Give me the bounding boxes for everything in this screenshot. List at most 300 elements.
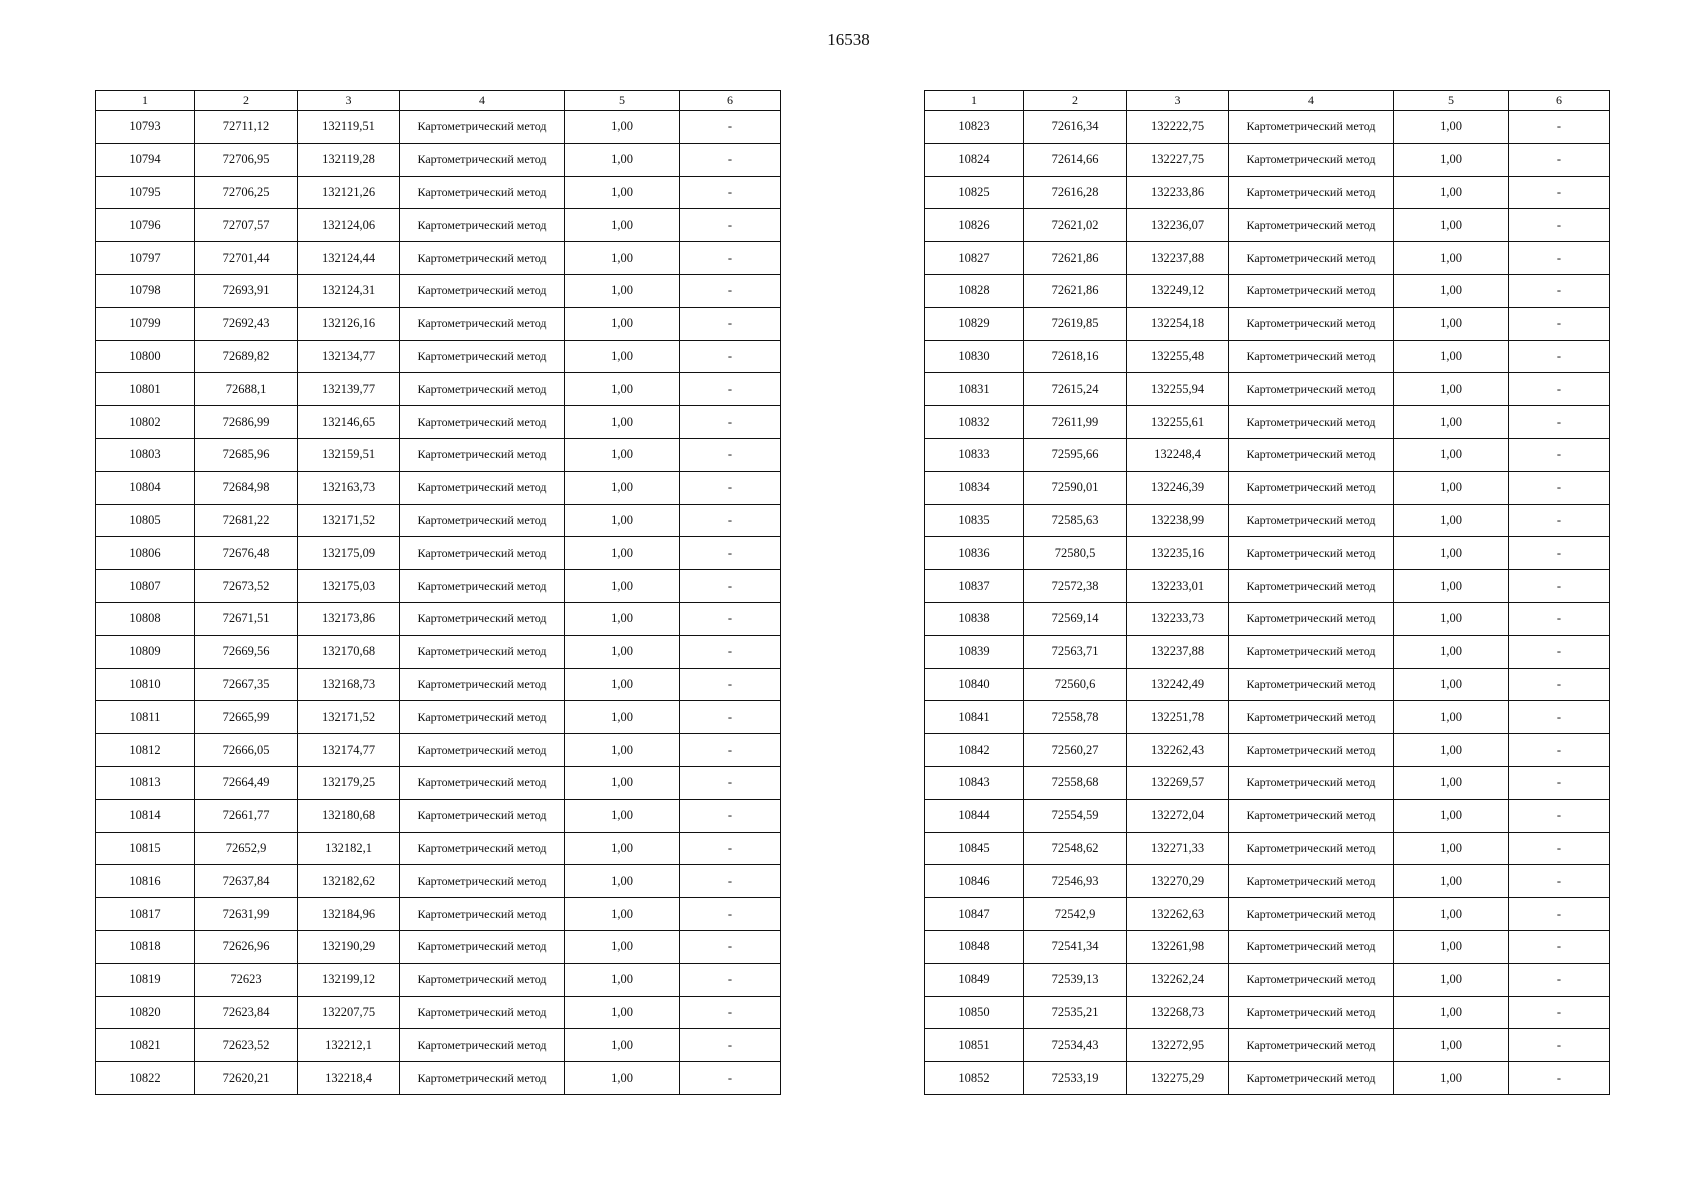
method-cell: Картометрический метод — [1229, 1029, 1394, 1062]
note-cell: - — [680, 111, 781, 144]
note-cell: - — [680, 930, 781, 963]
table-row — [96, 898, 781, 931]
table-row — [96, 111, 781, 144]
table-row — [96, 832, 781, 865]
table-row — [96, 242, 781, 275]
note-cell: - — [1509, 570, 1610, 603]
point-number-cell: 10821 — [96, 1029, 195, 1062]
accuracy-cell: 1,00 — [1394, 176, 1509, 209]
accuracy-cell: 1,00 — [565, 406, 680, 439]
point-number-cell: 10818 — [96, 930, 195, 963]
note-cell: - — [1509, 1062, 1610, 1095]
table-row — [925, 799, 1610, 832]
y-coordinate-cell: 132170,68 — [298, 635, 400, 668]
y-coordinate-cell: 132124,31 — [298, 274, 400, 307]
table-row — [925, 274, 1610, 307]
x-coordinate-cell: 72665,99 — [195, 701, 298, 734]
note-cell: - — [680, 143, 781, 176]
method-cell: Картометрический метод — [400, 143, 565, 176]
table-header-row — [925, 91, 1610, 111]
method-cell: Картометрический метод — [400, 602, 565, 635]
y-coordinate-cell: 132248,4 — [1127, 438, 1229, 471]
point-number-cell: 10809 — [96, 635, 195, 668]
y-coordinate-cell: 132180,68 — [298, 799, 400, 832]
accuracy-cell: 1,00 — [565, 930, 680, 963]
accuracy-cell: 1,00 — [1394, 963, 1509, 996]
point-number-cell: 10849 — [925, 963, 1024, 996]
y-coordinate-cell: 132190,29 — [298, 930, 400, 963]
note-cell: - — [1509, 1029, 1610, 1062]
point-number-cell: 10806 — [96, 537, 195, 570]
x-coordinate-cell: 72611,99 — [1024, 406, 1127, 439]
note-cell: - — [680, 176, 781, 209]
x-coordinate-cell: 72595,66 — [1024, 438, 1127, 471]
table-row — [925, 373, 1610, 406]
table-row — [925, 143, 1610, 176]
table-row — [925, 406, 1610, 439]
table-row — [96, 570, 781, 603]
table-row — [96, 176, 781, 209]
method-cell: Картометрический метод — [1229, 373, 1394, 406]
note-cell: - — [1509, 701, 1610, 734]
y-coordinate-cell: 132184,96 — [298, 898, 400, 931]
point-number-cell: 10831 — [925, 373, 1024, 406]
note-cell: - — [1509, 799, 1610, 832]
y-coordinate-cell: 132270,29 — [1127, 865, 1229, 898]
point-number-cell: 10842 — [925, 734, 1024, 767]
x-coordinate-cell: 72689,82 — [195, 340, 298, 373]
note-cell: - — [680, 668, 781, 701]
y-coordinate-cell: 132175,09 — [298, 537, 400, 570]
point-number-cell: 10813 — [96, 766, 195, 799]
table-row — [925, 111, 1610, 144]
accuracy-cell: 1,00 — [565, 570, 680, 603]
method-cell: Картометрический метод — [400, 701, 565, 734]
y-coordinate-cell: 132262,24 — [1127, 963, 1229, 996]
x-coordinate-cell: 72652,9 — [195, 832, 298, 865]
note-cell: - — [1509, 143, 1610, 176]
accuracy-cell: 1,00 — [1394, 996, 1509, 1029]
note-cell: - — [1509, 766, 1610, 799]
table-row — [96, 307, 781, 340]
accuracy-cell: 1,00 — [1394, 898, 1509, 931]
y-coordinate-cell: 132174,77 — [298, 734, 400, 767]
x-coordinate-cell: 72623 — [195, 963, 298, 996]
method-cell: Картометрический метод — [1229, 635, 1394, 668]
point-number-cell: 10828 — [925, 274, 1024, 307]
method-cell: Картометрический метод — [1229, 274, 1394, 307]
y-coordinate-cell: 132275,29 — [1127, 1062, 1229, 1095]
table-row — [96, 602, 781, 635]
table-row — [96, 799, 781, 832]
method-cell: Картометрический метод — [1229, 865, 1394, 898]
y-coordinate-cell: 132182,1 — [298, 832, 400, 865]
point-number-cell: 10802 — [96, 406, 195, 439]
point-number-cell: 10819 — [96, 963, 195, 996]
x-coordinate-cell: 72614,66 — [1024, 143, 1127, 176]
y-coordinate-cell: 132255,61 — [1127, 406, 1229, 439]
table-row — [925, 930, 1610, 963]
table-row — [96, 668, 781, 701]
y-coordinate-cell: 132233,01 — [1127, 570, 1229, 603]
note-cell: - — [680, 274, 781, 307]
method-cell: Картометрический метод — [1229, 471, 1394, 504]
method-cell: Картометрический метод — [400, 406, 565, 439]
table-row — [96, 340, 781, 373]
table-row — [925, 307, 1610, 340]
table-body-right — [925, 111, 1610, 1095]
x-coordinate-cell: 72671,51 — [195, 602, 298, 635]
x-coordinate-cell: 72621,02 — [1024, 209, 1127, 242]
table-row — [96, 930, 781, 963]
method-cell: Картометрический метод — [1229, 438, 1394, 471]
table-row — [925, 602, 1610, 635]
table-row — [96, 734, 781, 767]
table-row — [96, 504, 781, 537]
y-coordinate-cell: 132249,12 — [1127, 274, 1229, 307]
point-number-cell: 10811 — [96, 701, 195, 734]
table-row — [925, 176, 1610, 209]
method-cell: Картометрический метод — [400, 438, 565, 471]
accuracy-cell: 1,00 — [565, 996, 680, 1029]
x-coordinate-cell: 72711,12 — [195, 111, 298, 144]
accuracy-cell: 1,00 — [1394, 373, 1509, 406]
table-row — [925, 668, 1610, 701]
accuracy-cell: 1,00 — [565, 471, 680, 504]
note-cell: - — [680, 963, 781, 996]
y-coordinate-cell: 132171,52 — [298, 701, 400, 734]
column-header-2: 2 — [1024, 91, 1127, 111]
note-cell: - — [680, 602, 781, 635]
table-row — [96, 1062, 781, 1095]
accuracy-cell: 1,00 — [1394, 111, 1509, 144]
table-row — [925, 701, 1610, 734]
page-number: 16538 — [827, 30, 870, 49]
accuracy-cell: 1,00 — [1394, 734, 1509, 767]
point-number-cell: 10797 — [96, 242, 195, 275]
method-cell: Картометрический метод — [400, 340, 565, 373]
table-row — [925, 635, 1610, 668]
method-cell: Картометрический метод — [400, 1062, 565, 1095]
table-row — [96, 209, 781, 242]
method-cell: Картометрический метод — [400, 111, 565, 144]
method-cell: Картометрический метод — [400, 471, 565, 504]
accuracy-cell: 1,00 — [1394, 799, 1509, 832]
table-row — [925, 209, 1610, 242]
accuracy-cell: 1,00 — [565, 111, 680, 144]
x-coordinate-cell: 72631,99 — [195, 898, 298, 931]
note-cell: - — [680, 570, 781, 603]
method-cell: Картометрический метод — [400, 176, 565, 209]
method-cell: Картометрический метод — [1229, 340, 1394, 373]
accuracy-cell: 1,00 — [1394, 1062, 1509, 1095]
method-cell: Картометрический метод — [1229, 537, 1394, 570]
accuracy-cell: 1,00 — [565, 143, 680, 176]
note-cell: - — [680, 898, 781, 931]
note-cell: - — [680, 406, 781, 439]
accuracy-cell: 1,00 — [1394, 1029, 1509, 1062]
point-number-cell: 10795 — [96, 176, 195, 209]
method-cell: Картометрический метод — [1229, 799, 1394, 832]
x-coordinate-cell: 72664,49 — [195, 766, 298, 799]
table-row — [96, 701, 781, 734]
table-row — [96, 438, 781, 471]
y-coordinate-cell: 132179,25 — [298, 766, 400, 799]
y-coordinate-cell: 132119,28 — [298, 143, 400, 176]
method-cell: Картометрический метод — [1229, 143, 1394, 176]
table-row — [96, 635, 781, 668]
x-coordinate-cell: 72693,91 — [195, 274, 298, 307]
y-coordinate-cell: 132227,75 — [1127, 143, 1229, 176]
method-cell: Картометрический метод — [400, 635, 565, 668]
accuracy-cell: 1,00 — [565, 865, 680, 898]
point-number-cell: 10830 — [925, 340, 1024, 373]
table-row — [925, 242, 1610, 275]
note-cell: - — [680, 307, 781, 340]
accuracy-cell: 1,00 — [1394, 930, 1509, 963]
point-number-cell: 10796 — [96, 209, 195, 242]
y-coordinate-cell: 132212,1 — [298, 1029, 400, 1062]
x-coordinate-cell: 72546,93 — [1024, 865, 1127, 898]
method-cell: Картометрический метод — [400, 307, 565, 340]
column-header-1: 1 — [96, 91, 195, 111]
accuracy-cell: 1,00 — [565, 176, 680, 209]
table-row — [925, 471, 1610, 504]
note-cell: - — [680, 799, 781, 832]
y-coordinate-cell: 132268,73 — [1127, 996, 1229, 1029]
accuracy-cell: 1,00 — [1394, 274, 1509, 307]
note-cell: - — [680, 1029, 781, 1062]
method-cell: Картометрический метод — [1229, 242, 1394, 275]
note-cell: - — [1509, 307, 1610, 340]
x-coordinate-cell: 72685,96 — [195, 438, 298, 471]
table-row — [925, 734, 1610, 767]
note-cell: - — [1509, 930, 1610, 963]
accuracy-cell: 1,00 — [565, 373, 680, 406]
point-number-cell: 10826 — [925, 209, 1024, 242]
note-cell: - — [1509, 373, 1610, 406]
y-coordinate-cell: 132173,86 — [298, 602, 400, 635]
note-cell: - — [680, 537, 781, 570]
x-coordinate-cell: 72590,01 — [1024, 471, 1127, 504]
y-coordinate-cell: 132242,49 — [1127, 668, 1229, 701]
method-cell: Картометрический метод — [400, 996, 565, 1029]
y-coordinate-cell: 132168,73 — [298, 668, 400, 701]
method-cell: Картометрический метод — [400, 242, 565, 275]
x-coordinate-cell: 72539,13 — [1024, 963, 1127, 996]
point-number-cell: 10829 — [925, 307, 1024, 340]
table-row — [925, 766, 1610, 799]
y-coordinate-cell: 132124,06 — [298, 209, 400, 242]
point-number-cell: 10844 — [925, 799, 1024, 832]
accuracy-cell: 1,00 — [565, 438, 680, 471]
note-cell: - — [1509, 898, 1610, 931]
note-cell: - — [1509, 340, 1610, 373]
column-header-4: 4 — [1229, 91, 1394, 111]
x-coordinate-cell: 72554,59 — [1024, 799, 1127, 832]
x-coordinate-cell: 72535,21 — [1024, 996, 1127, 1029]
x-coordinate-cell: 72569,14 — [1024, 602, 1127, 635]
method-cell: Картометрический метод — [1229, 734, 1394, 767]
point-number-cell: 10816 — [96, 865, 195, 898]
point-number-cell: 10824 — [925, 143, 1024, 176]
method-cell: Картометрический метод — [1229, 963, 1394, 996]
table-row — [96, 963, 781, 996]
note-cell: - — [680, 701, 781, 734]
x-coordinate-cell: 72572,38 — [1024, 570, 1127, 603]
accuracy-cell: 1,00 — [565, 504, 680, 537]
method-cell: Картометрический метод — [1229, 1062, 1394, 1095]
y-coordinate-cell: 132233,73 — [1127, 602, 1229, 635]
table-row — [925, 996, 1610, 1029]
table-row — [96, 766, 781, 799]
table-row — [96, 471, 781, 504]
point-number-cell: 10850 — [925, 996, 1024, 1029]
accuracy-cell: 1,00 — [1394, 701, 1509, 734]
method-cell: Картометрический метод — [1229, 898, 1394, 931]
x-coordinate-cell: 72661,77 — [195, 799, 298, 832]
y-coordinate-cell: 132139,77 — [298, 373, 400, 406]
x-coordinate-cell: 72548,62 — [1024, 832, 1127, 865]
note-cell: - — [1509, 537, 1610, 570]
method-cell: Картометрический метод — [1229, 504, 1394, 537]
x-coordinate-cell: 72533,19 — [1024, 1062, 1127, 1095]
note-cell: - — [1509, 111, 1610, 144]
point-number-cell: 10803 — [96, 438, 195, 471]
table-body-left — [96, 111, 781, 1095]
x-coordinate-cell: 72688,1 — [195, 373, 298, 406]
x-coordinate-cell: 72534,43 — [1024, 1029, 1127, 1062]
x-coordinate-cell: 72637,84 — [195, 865, 298, 898]
table-row — [925, 1062, 1610, 1095]
table-row — [96, 996, 781, 1029]
note-cell: - — [680, 373, 781, 406]
table-header-row — [96, 91, 781, 111]
method-cell: Картометрический метод — [400, 832, 565, 865]
note-cell: - — [680, 635, 781, 668]
note-cell: - — [1509, 274, 1610, 307]
y-coordinate-cell: 132121,26 — [298, 176, 400, 209]
point-number-cell: 10801 — [96, 373, 195, 406]
accuracy-cell: 1,00 — [1394, 340, 1509, 373]
note-cell: - — [680, 734, 781, 767]
column-header-2: 2 — [195, 91, 298, 111]
method-cell: Картометрический метод — [1229, 701, 1394, 734]
note-cell: - — [1509, 242, 1610, 275]
accuracy-cell: 1,00 — [565, 898, 680, 931]
x-coordinate-cell: 72667,35 — [195, 668, 298, 701]
column-header-5: 5 — [565, 91, 680, 111]
point-number-cell: 10805 — [96, 504, 195, 537]
accuracy-cell: 1,00 — [565, 1062, 680, 1095]
note-cell: - — [680, 1062, 781, 1095]
y-coordinate-cell: 132251,78 — [1127, 701, 1229, 734]
y-coordinate-cell: 132119,51 — [298, 111, 400, 144]
y-coordinate-cell: 132207,75 — [298, 996, 400, 1029]
accuracy-cell: 1,00 — [565, 1029, 680, 1062]
y-coordinate-cell: 132218,4 — [298, 1062, 400, 1095]
accuracy-cell: 1,00 — [565, 242, 680, 275]
note-cell: - — [1509, 471, 1610, 504]
y-coordinate-cell: 132246,39 — [1127, 471, 1229, 504]
coordinates-table-left — [95, 90, 781, 1095]
point-number-cell: 10848 — [925, 930, 1024, 963]
y-coordinate-cell: 132238,99 — [1127, 504, 1229, 537]
x-coordinate-cell: 72558,68 — [1024, 766, 1127, 799]
note-cell: - — [680, 766, 781, 799]
y-coordinate-cell: 132261,98 — [1127, 930, 1229, 963]
method-cell: Картометрический метод — [400, 373, 565, 406]
note-cell: - — [1509, 602, 1610, 635]
method-cell: Картометрический метод — [1229, 930, 1394, 963]
x-coordinate-cell: 72669,56 — [195, 635, 298, 668]
method-cell: Картометрический метод — [400, 1029, 565, 1062]
accuracy-cell: 1,00 — [565, 635, 680, 668]
method-cell: Картометрический метод — [1229, 111, 1394, 144]
note-cell: - — [1509, 668, 1610, 701]
method-cell: Картометрический метод — [400, 734, 565, 767]
table-row — [96, 865, 781, 898]
accuracy-cell: 1,00 — [1394, 668, 1509, 701]
method-cell: Картометрический метод — [400, 963, 565, 996]
accuracy-cell: 1,00 — [565, 340, 680, 373]
x-coordinate-cell: 72580,5 — [1024, 537, 1127, 570]
x-coordinate-cell: 72621,86 — [1024, 274, 1127, 307]
table-row — [96, 406, 781, 439]
method-cell: Картометрический метод — [400, 537, 565, 570]
column-header-1: 1 — [925, 91, 1024, 111]
accuracy-cell: 1,00 — [1394, 242, 1509, 275]
column-header-5: 5 — [1394, 91, 1509, 111]
method-cell: Картометрический метод — [1229, 176, 1394, 209]
y-coordinate-cell: 132146,65 — [298, 406, 400, 439]
x-coordinate-cell: 72686,99 — [195, 406, 298, 439]
column-header-3: 3 — [298, 91, 400, 111]
point-number-cell: 10832 — [925, 406, 1024, 439]
method-cell: Картометрический метод — [400, 766, 565, 799]
method-cell: Картометрический метод — [400, 930, 565, 963]
accuracy-cell: 1,00 — [1394, 438, 1509, 471]
accuracy-cell: 1,00 — [1394, 209, 1509, 242]
accuracy-cell: 1,00 — [565, 701, 680, 734]
point-number-cell: 10815 — [96, 832, 195, 865]
accuracy-cell: 1,00 — [565, 734, 680, 767]
x-coordinate-cell: 72684,98 — [195, 471, 298, 504]
x-coordinate-cell: 72541,34 — [1024, 930, 1127, 963]
table-row — [96, 537, 781, 570]
x-coordinate-cell: 72560,6 — [1024, 668, 1127, 701]
table-row — [925, 898, 1610, 931]
table-row — [96, 1029, 781, 1062]
x-coordinate-cell: 72666,05 — [195, 734, 298, 767]
accuracy-cell: 1,00 — [565, 209, 680, 242]
accuracy-cell: 1,00 — [565, 602, 680, 635]
y-coordinate-cell: 132269,57 — [1127, 766, 1229, 799]
x-coordinate-cell: 72623,52 — [195, 1029, 298, 1062]
y-coordinate-cell: 132255,48 — [1127, 340, 1229, 373]
x-coordinate-cell: 72692,43 — [195, 307, 298, 340]
note-cell: - — [1509, 438, 1610, 471]
note-cell: - — [680, 242, 781, 275]
y-coordinate-cell: 132272,95 — [1127, 1029, 1229, 1062]
x-coordinate-cell: 72616,28 — [1024, 176, 1127, 209]
x-coordinate-cell: 72542,9 — [1024, 898, 1127, 931]
column-header-6: 6 — [680, 91, 781, 111]
accuracy-cell: 1,00 — [565, 274, 680, 307]
table-row — [925, 865, 1610, 898]
point-number-cell: 10841 — [925, 701, 1024, 734]
point-number-cell: 10800 — [96, 340, 195, 373]
